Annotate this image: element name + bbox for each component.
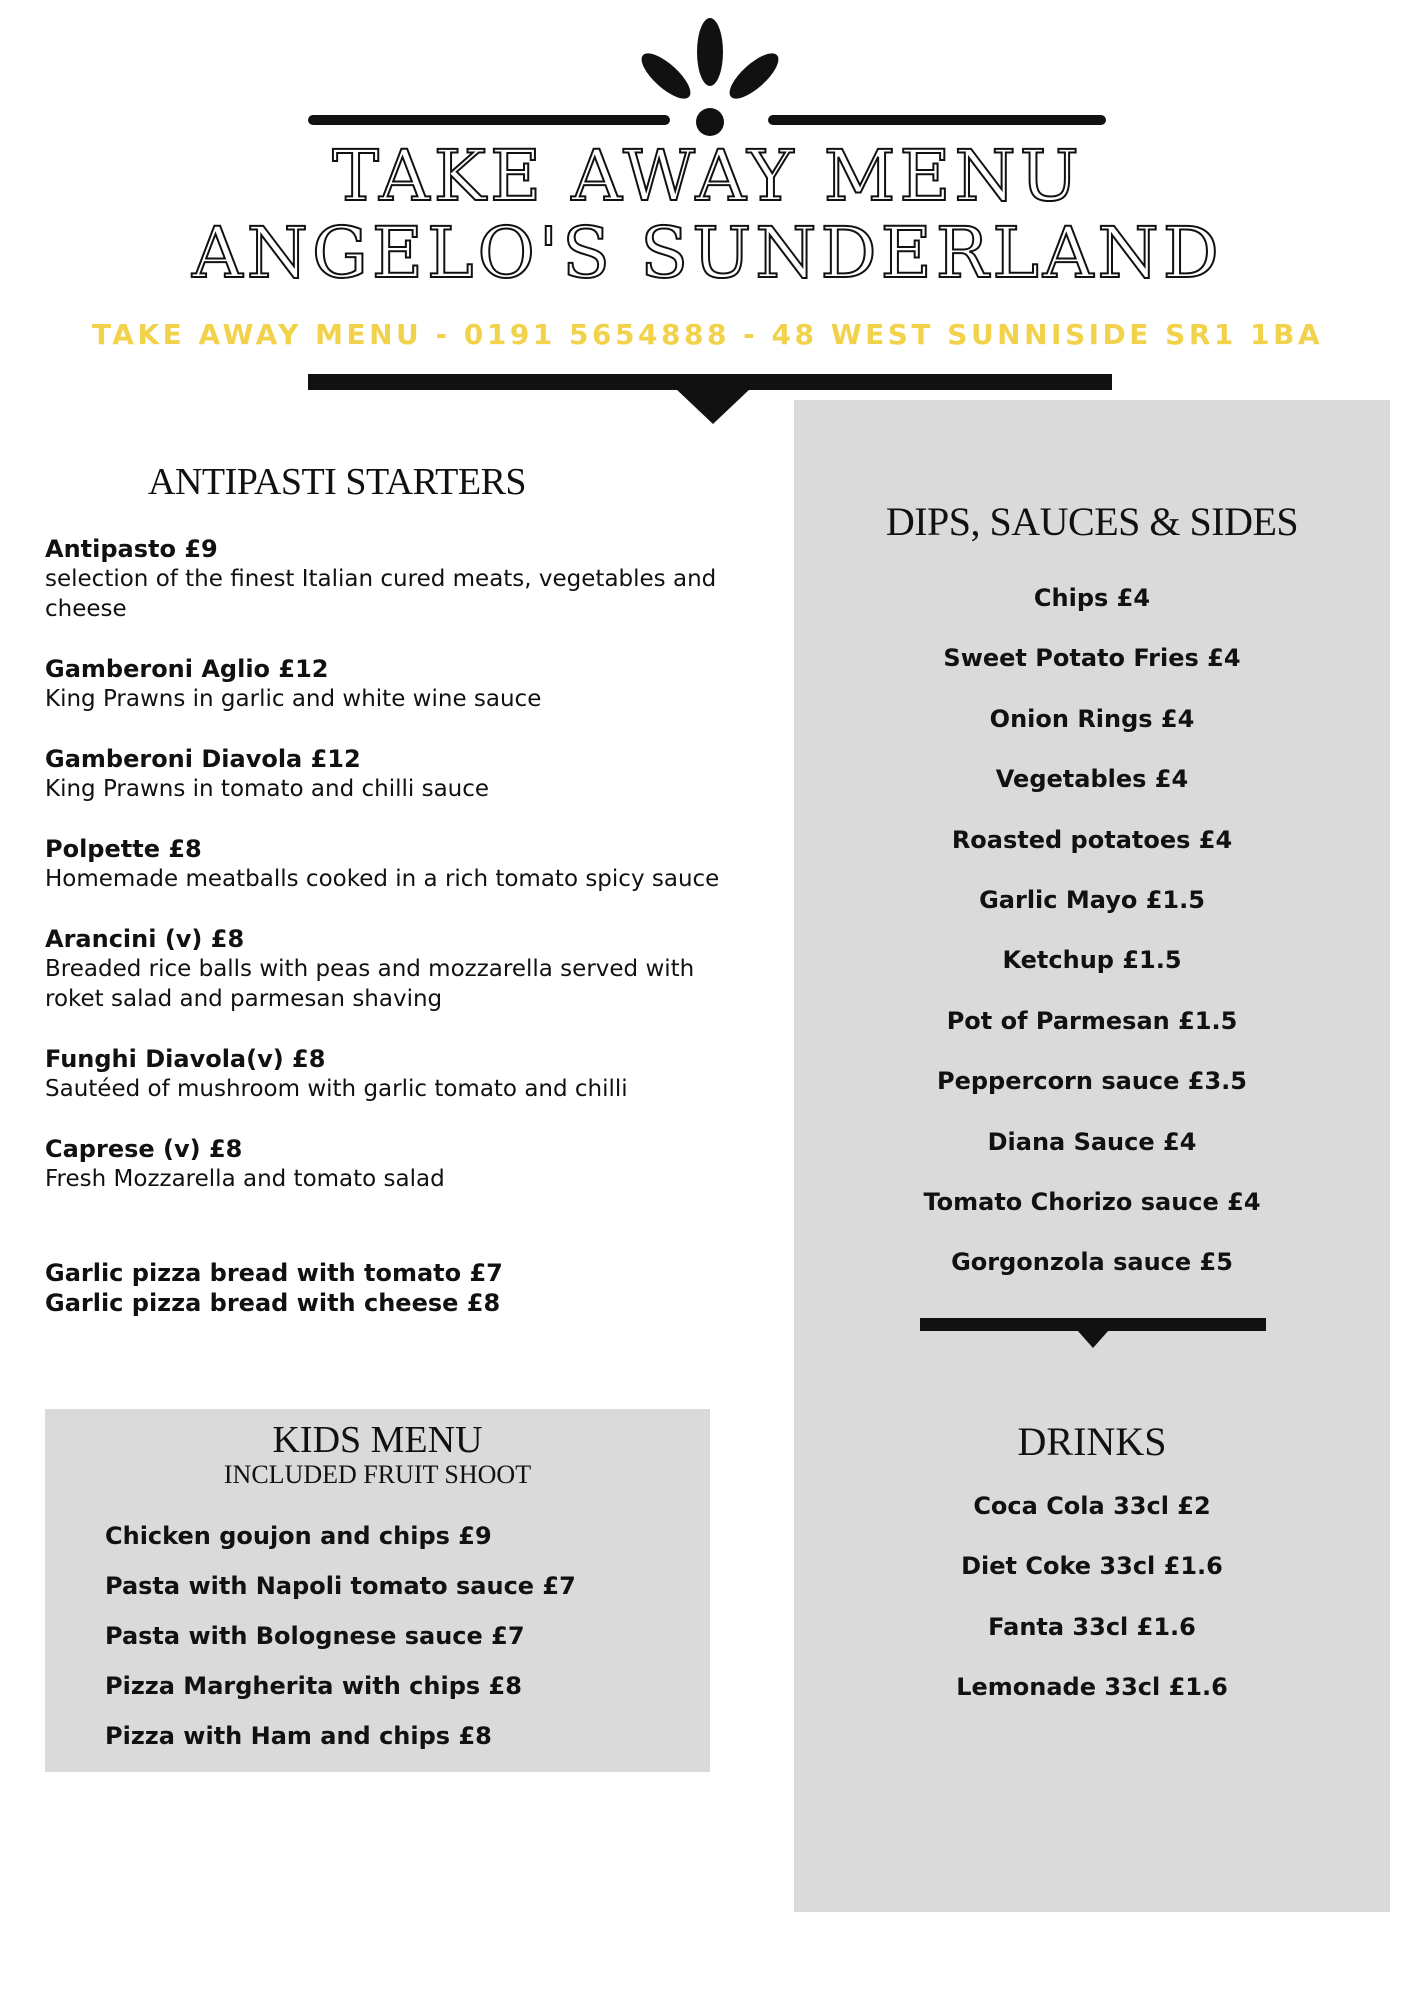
header-rule-left	[308, 115, 670, 125]
list-item: Onion Rings £4	[989, 704, 1195, 733]
dish-description: King Prawns in tomato and chilli sauce	[45, 776, 490, 802]
list-item	[45, 654, 745, 714]
drinks-list	[794, 1486, 1390, 1728]
list-item: Pizza with Ham and chips £8	[105, 1722, 492, 1750]
header-rule-right	[768, 115, 1106, 125]
list-item: Garlic pizza bread with tomato £7	[45, 1259, 503, 1287]
list-item: Roasted potatoes £4	[951, 825, 1233, 854]
list-item: Pasta with Napoli tomato sauce £7	[105, 1572, 576, 1600]
kids-menu-list	[105, 1516, 576, 1766]
list-item: Pizza Margherita with chips £8	[105, 1672, 522, 1700]
menu-title: TAKE AWAY MENU	[332, 135, 1083, 217]
kids-menu-heading: KIDS MENU	[272, 1419, 483, 1461]
list-item	[45, 1134, 745, 1194]
list-item: Diana Sauce £4	[987, 1127, 1197, 1156]
list-item: Ketchup £1.5	[1002, 946, 1182, 975]
dish-name: Antipasto £9	[45, 535, 218, 563]
section-divider	[920, 1318, 1266, 1348]
starters-heading: ANTIPASTI STARTERS	[148, 461, 527, 503]
list-item	[45, 1044, 745, 1104]
list-item	[45, 534, 745, 624]
starters-list	[45, 534, 745, 1224]
list-item: Pot of Parmesan £1.5	[946, 1006, 1238, 1035]
dish-description: Fresh Mozzarella and tomato salad	[45, 1166, 445, 1192]
dish-name: Gamberoni Diavola £12	[45, 745, 361, 773]
dish-name: Polpette £8	[45, 835, 202, 863]
list-item: Gorgonzola sauce £5	[951, 1248, 1233, 1277]
dish-description: selection of the finest Italian cured meats, vegetables and cheese	[45, 566, 717, 622]
list-item	[45, 834, 745, 894]
dips-sauces-sides-heading: DIPS, SAUCES & SIDES	[885, 499, 1299, 544]
restaurant-name: ANGELO'S SUNDERLAND	[192, 212, 1223, 294]
list-item: Garlic Mayo £1.5	[979, 885, 1205, 914]
list-item: Lemonade 33cl £1.6	[956, 1673, 1228, 1702]
dish-description: Breaded rice balls with peas and mozzarella served with roket salad and parmesan shaving	[45, 956, 695, 1012]
dish-description: King Prawns in garlic and white wine sauce	[45, 686, 542, 712]
dish-name: Arancini (v) £8	[45, 925, 245, 953]
list-item: Diet Coke 33cl £1.6	[961, 1552, 1223, 1581]
list-item: Chicken goujon and chips £9	[105, 1522, 492, 1550]
list-item: Garlic pizza bread with cheese £8	[45, 1289, 501, 1317]
dish-name: Gamberoni Aglio £12	[45, 655, 329, 683]
dish-name: Funghi Diavola(v) £8	[45, 1045, 326, 1073]
list-item: Chips £4	[1033, 584, 1151, 612]
kids-menu-subheading: INCLUDED FRUIT SHOOT	[223, 1460, 532, 1489]
list-item: Sweet Potato Fries £4	[943, 644, 1241, 673]
dish-description: Sautéed of mushroom with garlic tomato and chilli	[45, 1076, 628, 1102]
garlic-bread-items	[45, 1258, 503, 1318]
dish-name: Caprese (v) £8	[45, 1135, 243, 1163]
list-item: Peppercorn sauce £3.5	[937, 1067, 1247, 1096]
list-item: Fanta 33cl £1.6	[988, 1612, 1196, 1641]
dips-list	[794, 578, 1390, 1303]
list-item: Tomato Chorizo sauce £4	[923, 1187, 1261, 1216]
drinks-heading: DRINKS	[1017, 1419, 1167, 1464]
list-item: Vegetables £4	[995, 765, 1189, 794]
list-item	[45, 744, 745, 804]
list-item: Pasta with Bolognese sauce £7	[105, 1622, 525, 1650]
contact-line: TAKE AWAY MENU - 0191 5654888 - 48 WEST SUNNISIDE SR1 1BA	[91, 318, 1324, 351]
dish-description: Homemade meatballs cooked in a rich tomato spicy sauce	[45, 866, 720, 892]
list-item: Coca Cola 33cl £2	[973, 1492, 1211, 1520]
list-item	[45, 924, 745, 1014]
